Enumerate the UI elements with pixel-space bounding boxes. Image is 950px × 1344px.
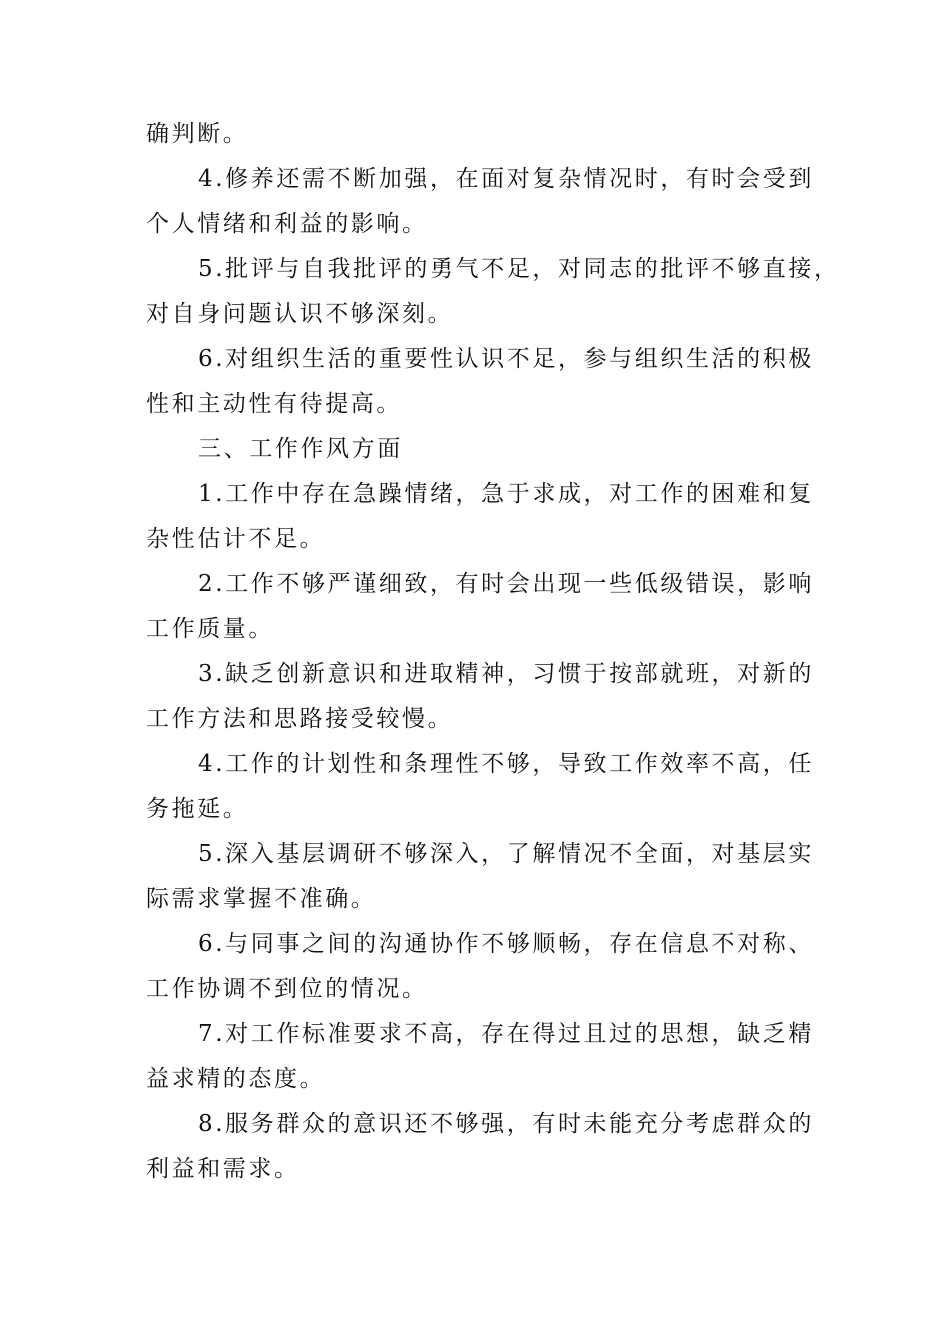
text-line: 5.深入基层调研不够深入，了解情况不全面，对基层实 bbox=[198, 841, 814, 867]
text-line: 益求精的态度。 bbox=[146, 1066, 326, 1092]
text-line: 个人情绪和利益的影响。 bbox=[146, 211, 428, 237]
text-line: 工作质量。 bbox=[146, 616, 274, 642]
text-line: 6.对组织生活的重要性认识不足，参与组织生活的积极 bbox=[198, 346, 814, 372]
text-line: 对自身问题认识不够深刻。 bbox=[146, 301, 454, 327]
text-line: 6.与同事之间的沟通协作不够顺畅，存在信息不对称、 bbox=[198, 931, 814, 957]
section-heading: 三、工作作风方面 bbox=[198, 436, 403, 462]
text-line: 4.修养还需不断加强，在面对复杂情况时，有时会受到 bbox=[198, 166, 814, 192]
text-line: 确判断。 bbox=[146, 121, 249, 147]
text-line: 7.对工作标准要求不高，存在得过且过的思想，缺乏精 bbox=[198, 1021, 814, 1047]
text-line: 工作协调不到位的情况。 bbox=[146, 976, 428, 1002]
text-line: 8.服务群众的意识还不够强，有时未能充分考虑群众的 bbox=[198, 1111, 814, 1137]
text-line: 杂性估计不足。 bbox=[146, 526, 326, 552]
text-line: 利益和需求。 bbox=[146, 1156, 300, 1182]
text-line: 工作方法和思路接受较慢。 bbox=[146, 706, 454, 732]
text-line: 3.缺乏创新意识和进取精神，习惯于按部就班，对新的 bbox=[198, 661, 814, 687]
document-body bbox=[146, 112, 840, 1192]
text-line: 1.工作中存在急躁情绪，急于求成，对工作的困难和复 bbox=[198, 481, 814, 507]
text-line: 际需求掌握不准确。 bbox=[146, 886, 377, 912]
text-line: 性和主动性有待提高。 bbox=[146, 391, 402, 417]
text-line: 4.工作的计划性和条理性不够，导致工作效率不高，任 bbox=[198, 751, 814, 777]
text-line: 务拖延。 bbox=[146, 796, 249, 822]
text-line: 5.批评与自我批评的勇气不足，对同志的批评不够直接， bbox=[198, 256, 840, 282]
text-line: 2.工作不够严谨细致，有时会出现一些低级错误，影响 bbox=[198, 571, 814, 597]
